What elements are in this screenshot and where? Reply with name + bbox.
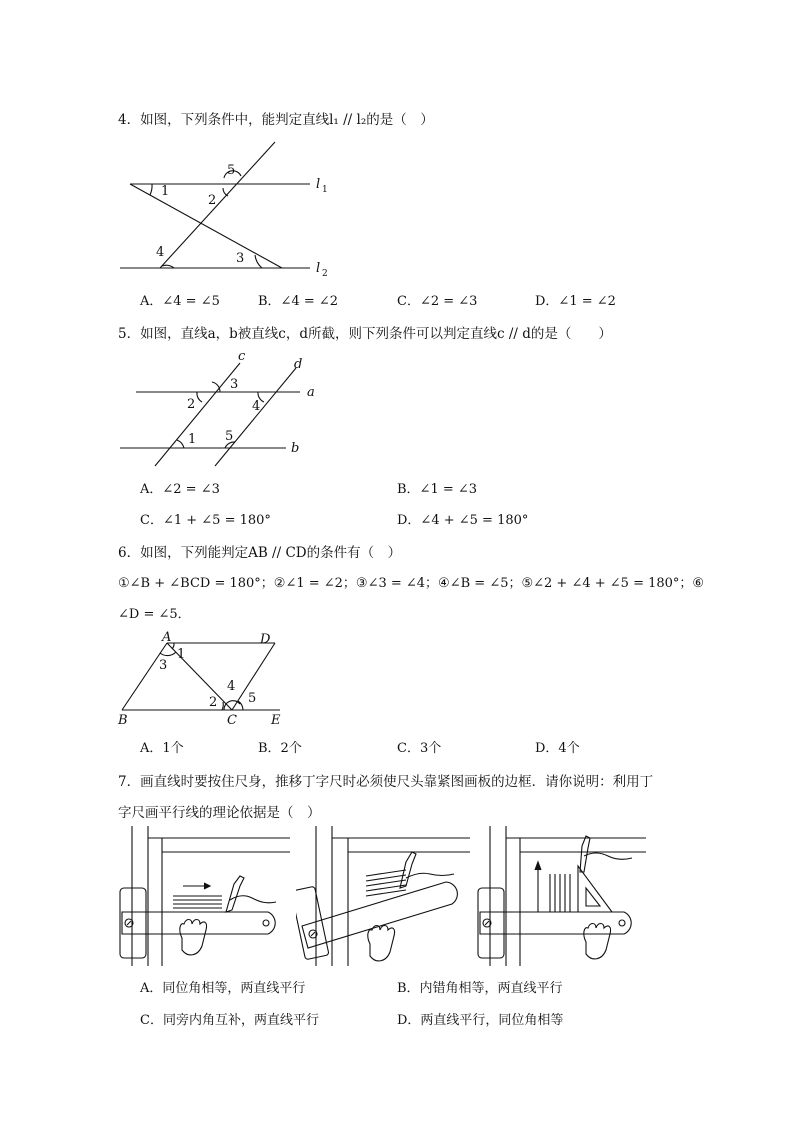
arc-1: [150, 184, 152, 195]
q6-label-3: 3: [159, 658, 168, 673]
q4-label-l2: l: [316, 261, 321, 276]
q4-option-a[interactable]: A．∠4 = ∠5: [140, 294, 220, 309]
arc-1: [172, 643, 174, 649]
q6-label-A: A: [162, 630, 172, 645]
q6-conditions-line2: ∠D = ∠5．: [118, 607, 191, 622]
q5-label-4: 4: [252, 399, 261, 414]
q7-stem-line2: 字尺画平行线的理论依据是（ ）: [118, 805, 321, 821]
arc-3: [160, 652, 176, 656]
q6-option-b[interactable]: B．2个: [258, 741, 302, 756]
q5-label-2: 2: [187, 397, 196, 412]
q4-label-1: 1: [161, 184, 170, 199]
q5-option-a[interactable]: A．∠2 = ∠3: [140, 482, 220, 497]
q5-label-a: a: [307, 385, 315, 400]
q7-illustration-2: [296, 826, 470, 966]
q7-illustration-1: [118, 826, 290, 966]
ruler-blade: [480, 912, 631, 934]
q5-label-c: c: [238, 349, 246, 364]
hand-writing: [406, 873, 454, 878]
line-d: [215, 368, 296, 466]
q5-option-d[interactable]: D．∠4 + ∠5 = 180°: [397, 513, 529, 528]
q4-label-5: 5: [227, 163, 236, 178]
arc-1: [177, 440, 184, 448]
hand-writing: [584, 853, 632, 859]
q6-label-2: 2: [209, 695, 218, 710]
ruler-blade: [122, 912, 275, 934]
q6-option-c[interactable]: C．3个: [397, 741, 442, 756]
arc-3: [212, 382, 220, 392]
q5-figure: [110, 348, 330, 470]
q4-label-3: 3: [236, 251, 245, 266]
hand-writing: [230, 896, 276, 903]
q6-conditions-line1: ①∠B + ∠BCD = 180°；②∠1 = ∠2；③∠3 = ∠4；④∠B = ∠5；⑤∠2 + ∠4 + ∠5 = 180°；⑥: [118, 576, 705, 591]
set-square: [578, 866, 612, 912]
q4-label-l2-sub: 2: [322, 269, 328, 279]
q4-figure: [110, 138, 350, 280]
q6-option-a[interactable]: A．1个: [140, 741, 184, 756]
q6-label-B: B: [118, 713, 128, 728]
drawing-board-frame: [490, 826, 646, 966]
q7-illustration-3: [476, 826, 646, 966]
q6-label-E: E: [271, 713, 281, 728]
q6-option-d[interactable]: D．4个: [535, 741, 580, 756]
q7-option-c[interactable]: C．同旁内角互补，两直线平行: [140, 1013, 319, 1028]
q7-option-d[interactable]: D．两直线平行，同位角相等: [397, 1013, 564, 1028]
arc-4: [224, 701, 240, 710]
q5-label-5: 5: [225, 429, 234, 444]
q6-figure: [110, 628, 310, 728]
transversal-1: [130, 184, 282, 268]
q6-stem: 6．如图，下列能判定AB // CD的条件有（ ）: [118, 545, 402, 561]
q5-label-b: b: [291, 441, 300, 456]
q4-label-l1-sub: 1: [322, 185, 328, 195]
hand-holding: [180, 920, 207, 955]
q7-stem-line1: 7．画直线时要按住尺身，推移丁字尺时必须使尺头靠紧图画板的边框．请你说明：利用丁: [118, 774, 654, 790]
q5-stem: 5．如图，直线a，b被直线c，d所截，则下列条件可以判定直线c // d的是（ ）: [118, 326, 612, 342]
q4-label-4: 4: [156, 245, 165, 260]
transversal-2: [160, 142, 275, 268]
arc-2: [222, 702, 223, 710]
arc-2: [197, 392, 202, 402]
q6-label-D: D: [260, 632, 271, 647]
q4-option-b[interactable]: B．∠4 = ∠2: [258, 294, 339, 309]
drawing-board-frame: [316, 826, 470, 966]
q5-label-d: d: [294, 357, 303, 372]
hand-holding: [584, 924, 611, 959]
q6-label-C: C: [227, 713, 237, 728]
q6-label-5: 5: [248, 691, 257, 706]
q5-option-b[interactable]: B．∠1 = ∠3: [397, 482, 478, 497]
pencil: [226, 876, 244, 912]
q4-option-d[interactable]: D．∠1 = ∠2: [535, 294, 616, 309]
q5-option-c[interactable]: C．∠1 + ∠5 = 180°: [140, 513, 271, 528]
q6-label-4: 4: [227, 679, 236, 694]
q4-stem: 4．如图，下列条件中，能判定直线l₁ // l₂的是（ ）: [118, 112, 434, 128]
q5-label-1: 1: [188, 432, 197, 447]
q4-option-c[interactable]: C．∠2 = ∠3: [397, 294, 478, 309]
q7-option-a[interactable]: A．同位角相等，两直线平行: [140, 981, 306, 996]
q7-option-b[interactable]: B．内错角相等，两直线平行: [397, 981, 563, 996]
q6-label-1: 1: [177, 647, 186, 662]
q4-label-2: 2: [208, 193, 217, 208]
q4-label-l1: l: [316, 177, 321, 192]
q5-label-3: 3: [230, 377, 239, 392]
hand-holding: [368, 926, 395, 961]
